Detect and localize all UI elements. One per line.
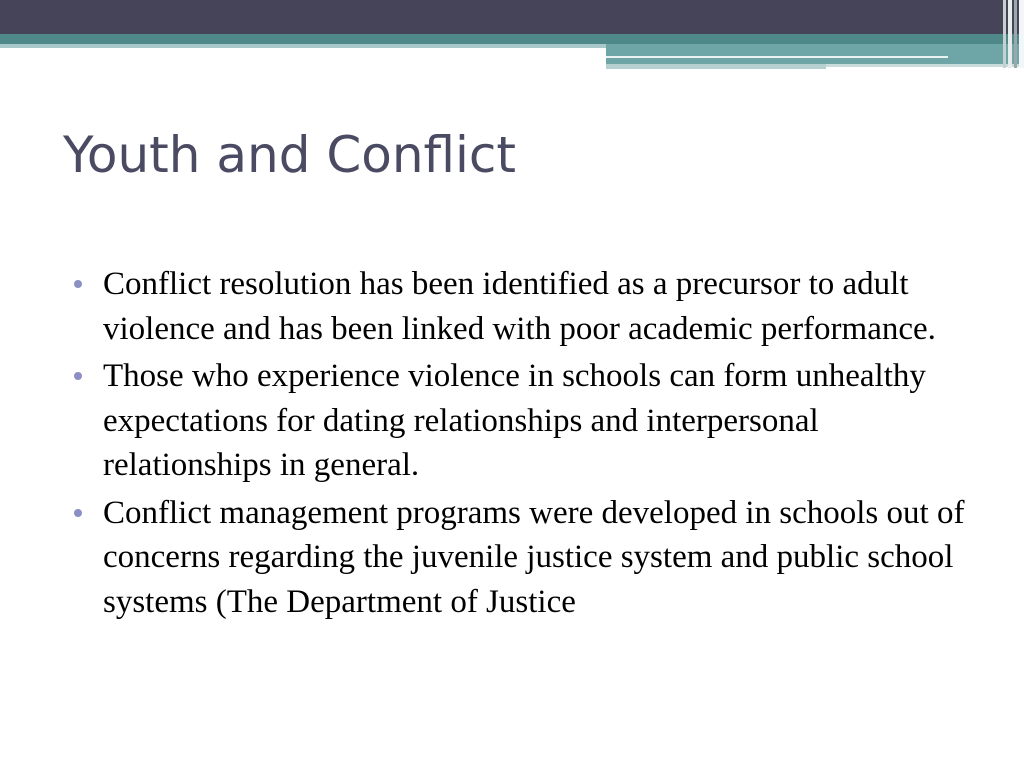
bullet-dot-icon — [74, 372, 82, 380]
header-band-accent-bar-right — [826, 64, 1024, 67]
header-band-accent-bar — [606, 64, 826, 69]
header-band-accent-line — [606, 56, 948, 58]
bullet-item — [74, 491, 974, 625]
bullet-item — [74, 262, 974, 351]
vertical-stripe — [1008, 0, 1012, 68]
header-band-teal-right — [606, 44, 1024, 64]
header-vertical-stripes — [996, 0, 1024, 68]
header-band-dark — [0, 0, 1024, 34]
vertical-stripe — [1003, 0, 1006, 68]
bullet-dot-icon — [74, 509, 82, 517]
vertical-stripe — [1019, 0, 1024, 68]
slide-title: Youth and Conflict — [63, 126, 517, 184]
vertical-stripe — [1014, 0, 1017, 68]
header-band-light — [0, 44, 608, 48]
bullet-text: Conflict management programs were developed in schools out of concerns regarding the juvenile justice system and public school systems (The Department of Justice — [103, 494, 965, 620]
bullet-item — [74, 354, 974, 488]
header-band-teal — [0, 34, 1024, 44]
bullet-text: Conflict resolution has been identified as a precursor to adult violence and has been linked with poor academic performance. — [103, 266, 936, 347]
bullet-list — [74, 262, 974, 627]
bullet-dot-icon — [74, 280, 82, 288]
bullet-text: Those who experience violence in schools can form unhealthy expectations for dating relationships and interpersonal relationships in general. — [103, 358, 926, 483]
